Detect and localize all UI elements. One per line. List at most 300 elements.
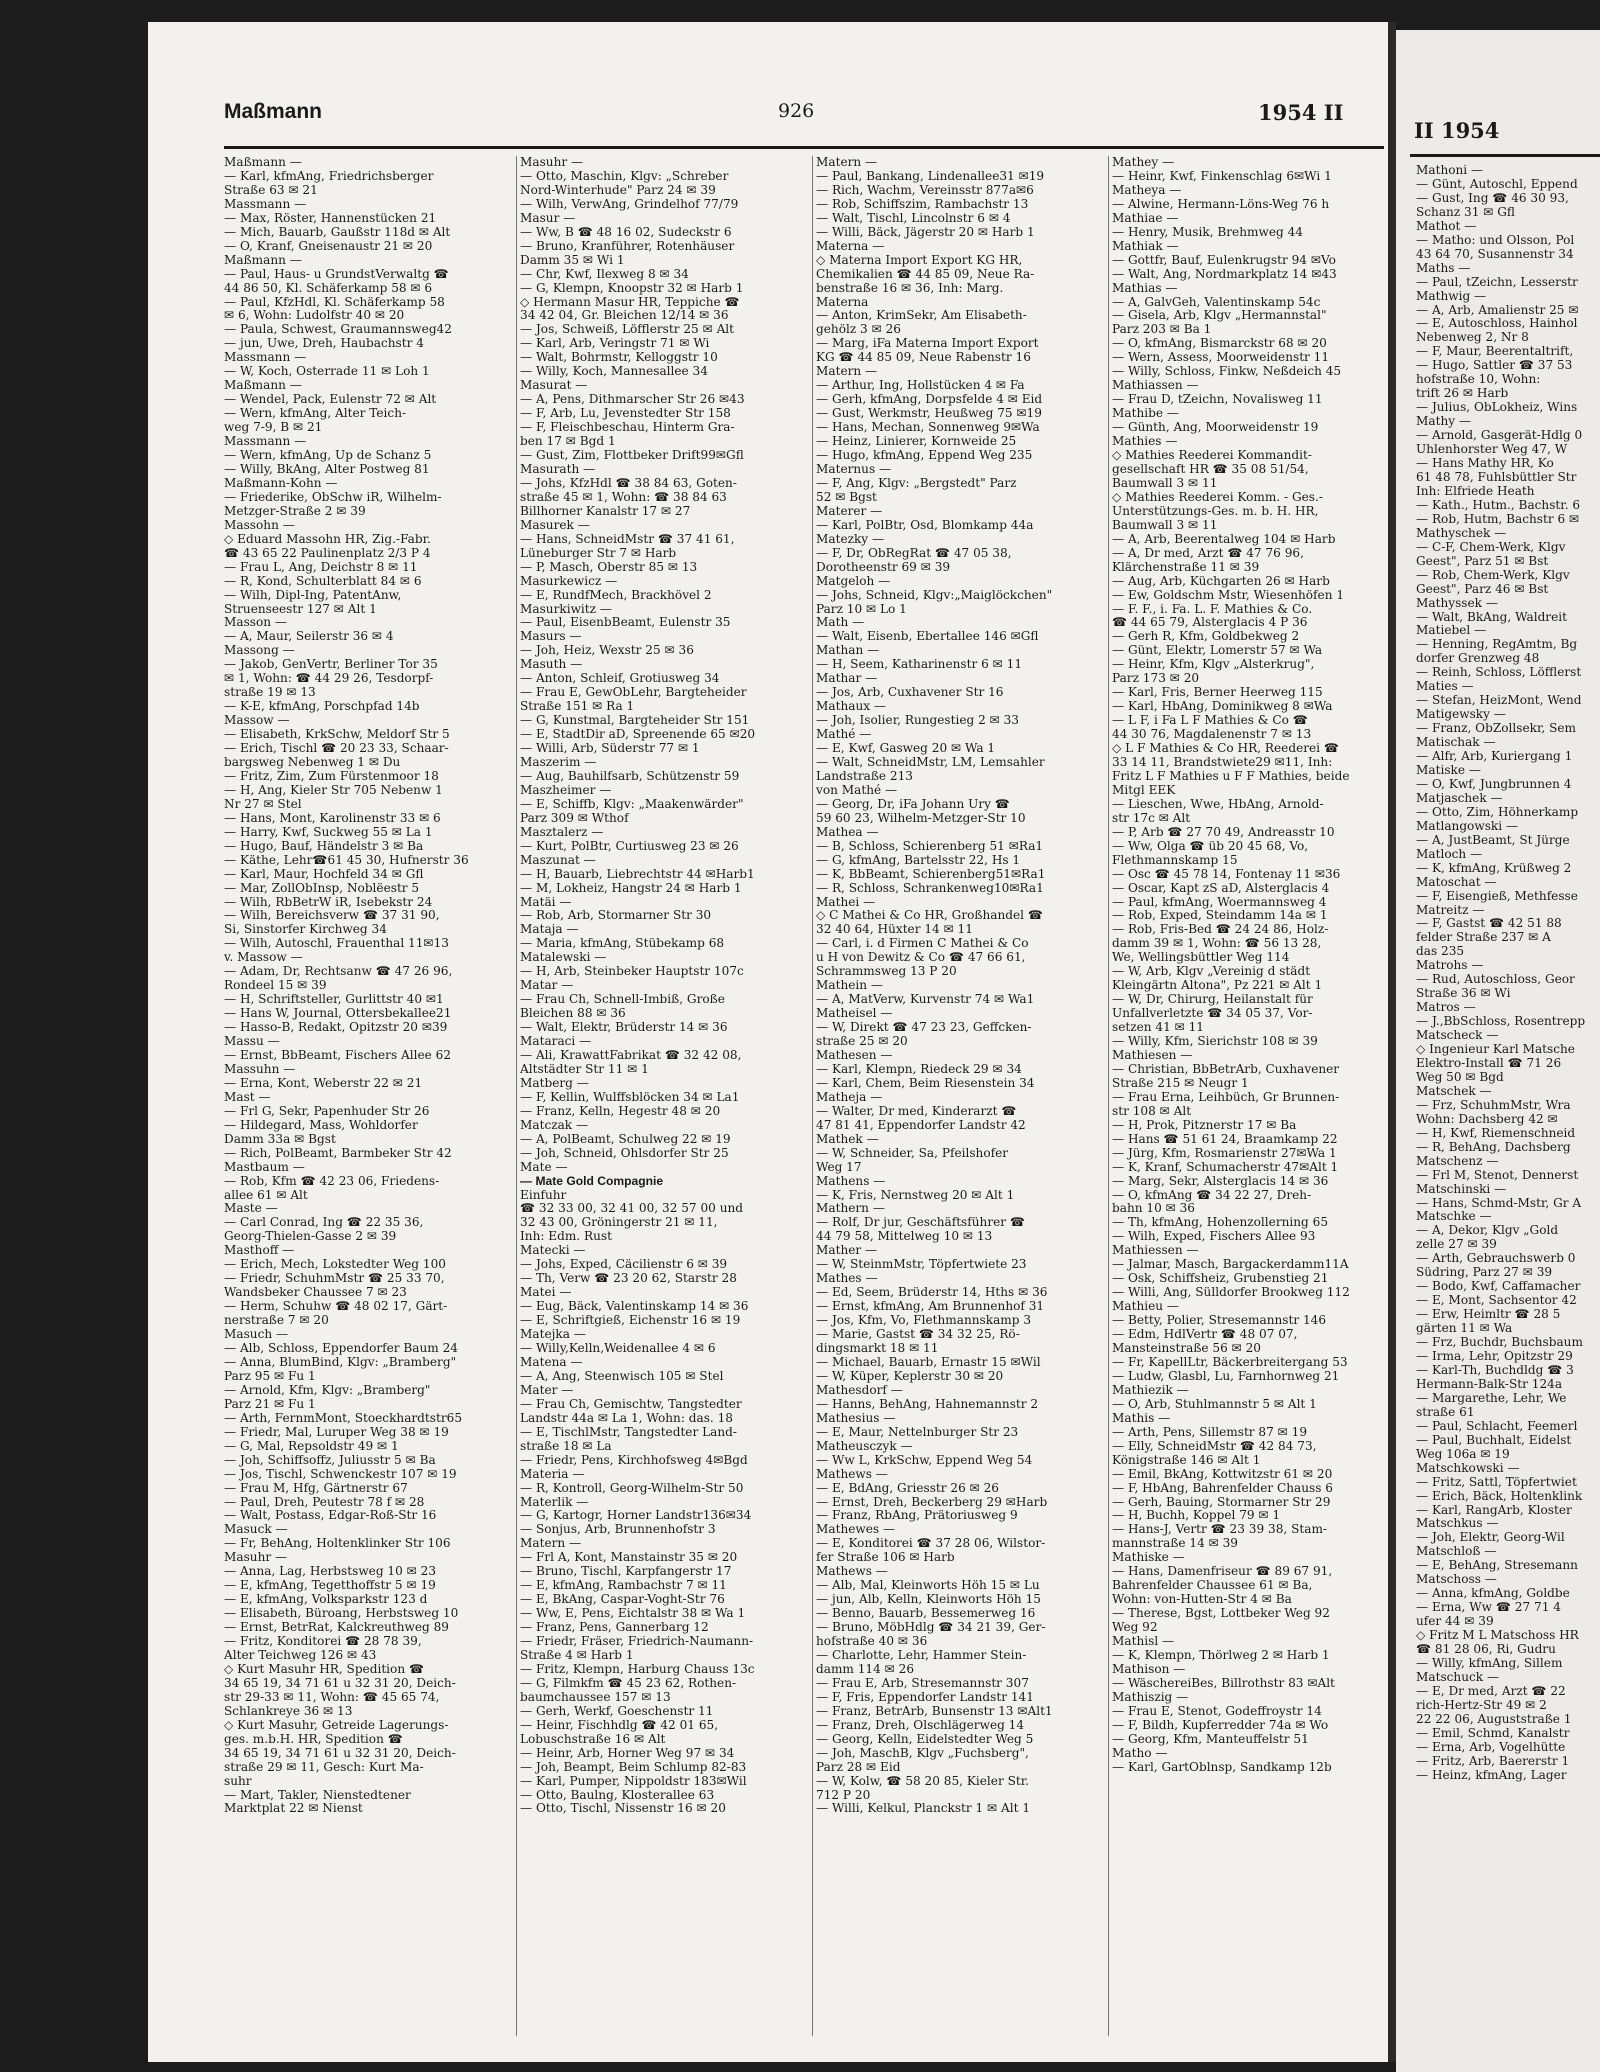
directory-entry-line: — Ww, B ☎ 48 16 02, Sudeckstr 6 [520,225,732,239]
directory-entry-line: Marktplat 22 ✉ Nienst [224,1802,363,1816]
directory-entry-line: — Paul, tZeichn, Lesserstr [1416,274,1578,289]
directory-entry-line: — Rob, Hutm, Bachstr 6 ✉ [1416,511,1580,526]
surname-heading: Mataraci — [520,1035,592,1049]
surname-heading: Mathison — [1112,1662,1186,1676]
directory-entry-line: — Maria, kfmAng, Stübekamp 68 [520,937,725,951]
directory-entry-line: — R, Kontroll, Georg-Wilhelm-Str 50 [520,1481,744,1495]
directory-entry-line: Mansteinstraße 56 ✉ 20 [1112,1342,1261,1356]
directory-entry-line: — Bruno, Tischl, Karpfangerstr 17 [520,1565,732,1579]
directory-entry-line: — Otto, Maschin, Klgv: „Schreber [520,169,729,183]
directory-entry-line: — F, Dr, ObRegRat ☎ 47 05 38, [816,546,1012,560]
directory-entry-line: — Ww, E, Pens, Eichtalstr 38 ✉ Wa 1 [520,1607,746,1621]
directory-entry-line: — E, kfmAng, Rambachstr 7 ✉ 11 [520,1579,727,1593]
directory-entry-line: — F, Ang, Klgv: „Bergstedt" Parz [816,476,1017,490]
directory-entry-line: — A, Arb, Amalienstr 25 ✉ [1416,302,1579,317]
directory-entry-line: Parz 203 ✉ Ba 1 [1112,323,1212,337]
surname-heading: Maßmann — [224,253,302,267]
directory-entry-line: ◇ C Mathei & Co HR, Großhandel ☎ [816,909,1043,923]
directory-entry-line: — Gerh, Werkf, Goeschenstr 11 [520,1704,714,1718]
directory-entry-line: — Wilh, VerwAng, Grindelhof 77/79 [520,197,739,211]
surname-heading: Masuhr — [520,156,584,169]
surname-heading: Mathiessen — [1112,1244,1199,1258]
directory-entry-line: — A, Ang, Steenwisch 105 ✉ Stel [520,1369,724,1383]
directory-entry-line: — Otto, Baulng, Klosterallee 63 [520,1788,715,1802]
directory-entry-line: — Mart, Takler, Nienstedtener [224,1788,411,1802]
directory-entry-line: — Paul, EisenbBeamt, Eulenstr 35 [520,616,731,630]
directory-entry-line: — Ludw, Glasbl, Lu, Farnhornweg 21 [1112,1369,1340,1383]
directory-entry-line: Straße 36 ✉ Wi [1416,986,1511,1001]
surname-heading: Mathesius — [816,1411,896,1425]
directory-entry-line: — Carl Conrad, Ing ☎ 22 35 36, [224,1216,424,1230]
directory-entry-line: — Hans, Schmd-Mstr, Gr A [1416,1195,1582,1210]
facing-page [1396,30,1600,2072]
surname-heading: Mathek — [816,1132,879,1146]
directory-entry-line: — Johs, KfzHdl ☎ 38 84 63, Goten- [520,476,737,490]
surname-heading: Mathy — [1416,414,1472,429]
surname-heading: Matheja — [816,1090,883,1104]
directory-entry-line: — Fritz, Klempn, Harburg Chauss 13c [520,1662,755,1676]
directory-entry-line: 44 30 76, Magdalenenstr 7 ✉ 13 [1112,728,1312,742]
directory-entry-line: Parz 10 ✉ Lo 1 [816,602,907,616]
directory-entry-line: — C-F, Chem-Werk, Klgv [1416,539,1566,554]
directory-entry-line: — Ernst, kfmAng, Am Brunnenhof 31 [816,1300,1045,1314]
directory-entry-line: — Frau D, tZeichn, Novalisweg 11 [1112,393,1323,407]
directory-entry-line: 44 86 50, Kl. Schäferkamp 58 ✉ 6 [224,281,433,295]
surname-heading: Mathan — [816,644,880,658]
surname-heading: Masuhr — [224,1551,288,1565]
facing-page-year: II 1954 [1414,118,1500,143]
directory-entry-line: — A, Arb, Beerentalweg 104 ✉ Harb [1112,532,1336,546]
surname-heading: Mathesen — [816,1049,893,1062]
directory-entry-line: — Bruno, MöbHdlg ☎ 34 21 39, Ger- [816,1621,1046,1635]
directory-entry-line: — H, Arb, Steinbeker Hauptstr 107c [520,965,744,979]
directory-entry-line: ◇ L F Mathies & Co HR, Reederei ☎ [1112,742,1339,756]
surname-heading: Mathewes — [816,1523,896,1537]
directory-entry-line: — Stefan, HeizMont, Wend [1416,693,1582,708]
directory-entry-line: ◇ Ingenieur Karl Matsche [1416,1042,1575,1057]
directory-entry-line: ben 17 ✉ Bgd 1 [520,435,616,449]
surname-heading: Mathesdorf — [816,1383,903,1397]
directory-entry-line: — Friederike, ObSchw iR, Wilhelm- [224,490,442,504]
directory-entry-line: Altstädter Str 11 ✉ 1 [520,1062,649,1076]
directory-entry-line: — Frau E, GewObLehr, Bargteheider [520,686,747,700]
surname-heading: Matgeloh — [816,574,891,588]
directory-entry-line: — Karl, Arb, Veringstr 71 ✉ Wi [520,337,710,351]
directory-entry-line: — Fritz, Konditorei ☎ 28 78 39, [224,1635,422,1649]
directory-entry-line: — Rob, Chem-Werk, Klgv [1416,567,1570,582]
directory-entry-line: — O, Arb, Stuhlmannstr 5 ✉ Alt 1 [1112,1397,1317,1411]
directory-entry-line: — Lieschen, Wwe, HbAng, Arnold- [1112,797,1324,811]
directory-entry-line: — E, Schriftgieß, Eichenstr 16 ✉ 19 [520,1314,741,1328]
directory-entry-line: Straße 151 ✉ Ra 1 [520,700,635,714]
directory-entry-line: — Hans Mathy HR, Ko [1416,456,1554,471]
directory-entry-line: Nord-Winterhude" Parz 24 ✉ 39 [520,183,716,197]
surname-heading: Matern — [816,365,878,379]
directory-entry-line: — Gerh, Bauing, Stormarner Str 29 [1112,1495,1331,1509]
directory-entry-line: ◇ Hermann Masur HR, Teppiche ☎ [520,295,740,309]
directory-entry-line: zelle 27 ✉ 39 [1416,1237,1497,1252]
directory-entry-line: — Elisabeth, Büroang, Herbstsweg 10 [224,1607,459,1621]
surname-heading: Mathies — [1112,435,1178,449]
directory-entry-line: — R, Kond, Schulterblatt 84 ✉ 6 [224,574,422,588]
directory-entry-line: — Georg, Kfm, Manteuffelstr 51 [1112,1732,1309,1746]
directory-entry-line: 34 65 19, 34 71 61 u 32 31 20, Deich- [224,1746,456,1760]
directory-entry-line: — A, JustBeamt, St Jürge [1416,832,1570,847]
surname-heading: Maszheimer — [520,783,612,797]
surname-heading: Materia — [520,1467,585,1481]
directory-entry-line: Hermann-Balk-Str 124a [1416,1376,1563,1391]
directory-entry-line: — Ww L, KrkSchw, Eppend Weg 54 [816,1453,1033,1467]
directory-entry-line: — F, Kellin, Wulffsblöcken 34 ✉ La1 [520,1090,740,1104]
directory-entry-line: — Marie, Gastst ☎ 34 32 25, Rö- [816,1328,1020,1342]
directory-entry-line: — E, BehAng, Stresemann [1416,1558,1578,1573]
directory-entry-line: — G, Mal, Repsoldstr 49 ✉ 1 [224,1439,399,1453]
directory-entry-line: — Paul, kfmAng, Woermannsweg 4 [1112,895,1327,909]
directory-entry-line: — Heinz, kfmAng, Lager [1416,1767,1567,1782]
directory-entry-line: straße 29 ✉ 11, Gesch: Kurt Ma- [224,1760,424,1774]
directory-entry-line: felder Straße 237 ✉ A [1416,930,1551,945]
directory-entry-line: — R, Schloss, Schrankenweg10✉Ra1 [816,881,1044,895]
directory-entry-line: — K, kfmAng, Krüßweg 2 [1416,860,1572,875]
directory-entry-line: nerstraße 7 ✉ 20 [224,1314,329,1328]
directory-entry-line: — Günt, Autoschl, Eppend [1416,176,1578,191]
directory-entry-line: — G, Kunstmal, Bargteheider Str 151 [520,714,750,728]
surname-heading: Massmann — [224,435,307,449]
directory-entry-line: — Willi, Bäck, Jägerstr 20 ✉ Harb 1 [816,225,1035,239]
directory-entry-line: — Alb, Schloss, Eppendorfer Baum 24 [224,1342,458,1356]
directory-entry-line: — Wern, Assess, Moorweidenstr 11 [1112,351,1330,365]
surname-heading: Matejka — [520,1328,586,1342]
surname-heading: Mate — [520,1160,568,1174]
directory-entry-line: ◇ Kurt Masuhr, Getreide Lagerungs- [224,1718,449,1732]
directory-entry-line: Fritz L F Mathies u F F Mathies, beide [1112,769,1350,783]
surname-heading: Masztalerz — [520,825,604,839]
directory-entry-line: — Fritz, Zim, Zum Fürstenmoor 18 [224,769,439,783]
surname-heading: Maßmann — [224,156,302,169]
directory-entry-line: — Frau M, Hfg, Gärtnerstr 67 [224,1481,408,1495]
directory-entry-line: — WäschereiBes, Billrothstr 83 ✉Alt [1112,1676,1335,1690]
directory-entry-line: Struenseestr 127 ✉ Alt 1 [224,602,377,616]
directory-entry-line: hofstraße 40 ✉ 36 [816,1635,928,1649]
directory-entry-line: — K, Kranf, Schumacherstr 47✉Alt 1 [1112,1160,1339,1174]
surname-heading: Masurath — [520,462,596,476]
surname-heading: Masurek — [520,518,590,532]
directory-entry-line: — Oscar, Kapt zS aD, Alsterglacis 4 [1112,881,1330,895]
directory-entry-line: — Frl M, Stenot, Dennerst [1416,1167,1579,1182]
surname-heading: Matar — [520,979,574,993]
directory-entry-line: — Paul, Bankang, Lindenallee31 ✉19 [816,169,1045,183]
directory-entry-line: — E, Kwf, Gasweg 20 ✉ Wa 1 [816,742,996,756]
directory-entry-line: — Kurt, PolBtr, Curtiusweg 23 ✉ 26 [520,839,739,853]
directory-column-3 [816,156,1086,2041]
surname-heading: Matiske — [1416,762,1481,777]
directory-entry-line: — A, Dekor, Klgv „Gold [1416,1223,1559,1238]
directory-entry-line: — Erich, Mech, Lokstedter Weg 100 [224,1258,446,1272]
surname-heading: Mathis — [1112,1411,1171,1425]
directory-entry-line: ◇ Kurt Masuhr HR, Spedition ☎ [224,1662,425,1676]
surname-heading: Mathias — [1112,281,1178,295]
directory-column-2 [520,156,790,2041]
directory-entry-line: — Otto, Zim, Höhnerkamp [1416,804,1579,819]
directory-entry-line: — W, Arb, Klgv „Vereinig d städt [1112,965,1311,979]
directory-entry-line: Weg 106a ✉ 19 [1416,1446,1510,1461]
directory-entry-line: — F, Eisengieß, Methfesse [1416,888,1578,903]
directory-entry-line: — Matho: und Olsson, Pol [1416,232,1575,247]
directory-entry-line: Straße 215 ✉ Neugr 1 [1112,1076,1249,1090]
directory-entry-line: Baumwall 3 ✉ 11 [1112,476,1218,490]
directory-entry-line: — Karl, RangArb, Kloster [1416,1502,1572,1517]
directory-entry-line: — Walt, Bohrmstr, Kelloggstr 10 [520,351,718,365]
surname-heading: Masuth — [520,658,583,672]
directory-entry-line: 34 65 19, 34 71 61 u 32 31 20, Deich- [224,1676,456,1690]
surname-heading: Matern — [520,1537,582,1551]
directory-entry-line: — Heinr, Fischhdlg ☎ 42 01 65, [520,1718,719,1732]
directory-entry-line: Einfuhr [520,1188,567,1202]
surname-heading: Masurat — [520,379,588,393]
surname-heading: Mathieu — [1112,1300,1179,1314]
directory-entry-line: Flethmannskamp 15 [1112,853,1238,867]
directory-entry-line: — Gisela, Arb, Klgv „Hermannstal" [1112,309,1327,323]
directory-entry-line: — Karl, Chem, Beim Riesenstein 34 [816,1076,1035,1090]
directory-entry-line: — W, Schneider, Sa, Pfeilshofer [816,1146,1009,1160]
surname-heading: Mathot — [1416,218,1477,233]
directory-entry-line: — Franz, RbAng, Prätoriusweg 9 [816,1509,1018,1523]
directory-entry-line: — Joh, Schneid, Ohlsdorfer Str 25 [520,1146,729,1160]
directory-entry-line: — Kath., Hutm., Bachstr. 6 [1416,497,1581,512]
directory-entry-line: — Ali, KrawattFabrikat ☎ 32 42 08, [520,1049,742,1062]
directory-entry-line: — W, Direkt ☎ 47 23 23, Geffcken- [816,1021,1032,1035]
directory-entry-line: — Johs, Exped, Cäcilienstr 6 ✉ 39 [520,1258,728,1272]
surname-heading: Maths — [1416,260,1471,275]
surname-heading: Matheusczyk — [816,1439,913,1453]
directory-entry-line: — Hans-J, Vertr ☎ 23 39 38, Stam- [1112,1523,1328,1537]
directory-entry-line: — Jos, Schweiß, Löfflerstr 25 ✉ Alt [520,323,735,337]
directory-entry-line: — Walt, Elektr, Brüderstr 14 ✉ 36 [520,1021,728,1035]
directory-entry-line: — Frz, Buchdr, Buchsbaum [1416,1335,1583,1350]
directory-entry-line: — Hasso-B, Redakt, Opitzstr 20 ✉39 [224,1021,448,1035]
directory-entry-line: — Carl, i. d Firmen C Mathei & Co [816,937,1029,951]
directory-entry-line: — Joh, Heiz, Wexstr 25 ✉ 36 [520,644,694,658]
directory-entry-line: — Frau Ch, Schnell-Imbiß, Große [520,993,725,1007]
directory-entry-line: — Paul, Schlacht, Feemerl [1416,1418,1578,1433]
directory-entry-line: — Paul, Haus- u GrundstVerwaltg ☎ [224,267,449,281]
surname-heading: Mataja — [520,923,579,937]
surname-heading: Mathiak — [1112,239,1179,253]
surname-heading: Mathoni — [1416,164,1484,177]
directory-entry-line: ✉ 6, Wohn: Ludolfstr 40 ✉ 20 [224,309,405,323]
directory-entry-line: 34 42 04, Gr. Bleichen 12/14 ✉ 36 [520,309,729,323]
directory-entry-line: — Rob, Schiffszim, Rambachstr 13 [816,197,1029,211]
directory-entry-line: Elektro-Install ☎ 71 26 [1416,1056,1562,1070]
directory-entry-line: Unfallverletzte ☎ 34 05 37, Vor- [1112,1007,1313,1021]
directory-entry-line: — Arnold, Kfm, Klgv: „Bramberg" [224,1383,431,1397]
directory-entry-line: — Anton, KrimSekr, Am Elisabeth- [816,309,1027,323]
directory-entry-line: Materna [816,295,869,309]
page-number: 926 [778,100,815,122]
directory-entry-line: — Friedr, SchuhmMstr ☎ 25 33 70, [224,1272,445,1286]
directory-entry-line: — Ed, Seem, Brüderstr 14, Hths ✉ 36 [816,1286,1048,1300]
directory-entry-line: — Heinr, Kwf, Finkenschlag 6✉Wi 1 [1112,169,1332,183]
directory-entry-line: straße 19 ✉ 13 [224,686,316,700]
surname-heading: Matischak — [1416,735,1496,750]
directory-entry-line: Wohn: von-Hutten-Str 4 ✉ Ba [1112,1593,1292,1607]
directory-entry-line: — Willi, Kelkul, Planckstr 1 ✉ Alt 1 [816,1802,1031,1816]
surname-heading: Matschuck — [1416,1669,1500,1684]
directory-entry-line: Si, Sinstorfer Kirchweg 34 [224,923,387,937]
directory-entry-line: — Gerh R, Kfm, Goldbekweg 2 [1112,630,1300,644]
surname-heading: Matloch — [1416,846,1483,861]
directory-entry-line: rich-Hertz-Str 49 ✉ 2 [1416,1697,1547,1712]
directory-entry-line: — Rud, Autoschloss, Geor [1416,972,1575,987]
directory-entry-line: — Frl A, Kont, Manstainstr 35 ✉ 20 [520,1551,738,1565]
directory-entry-line: — Aug, Arb, Küchgarten 26 ✉ Harb [1112,574,1330,588]
directory-entry-line: dingsmarkt 18 ✉ 11 [816,1342,939,1356]
directory-entry-line: — Rolf, Dr jur, Geschäftsführer ☎ [816,1216,1025,1230]
directory-entry-line: Nebenweg 2, Nr 8 [1416,330,1529,345]
directory-entry-line: — Rob, Kfm ☎ 42 23 06, Friedens- [224,1174,440,1188]
column-divider [812,156,813,2036]
directory-entry-line: — E, Maur, Nettelnburger Str 23 [816,1425,1019,1439]
surname-heading: Matschke — [1416,1209,1492,1224]
directory-entry-line: — Anna, BlumBind, Klgv: „Bramberg" [224,1355,457,1369]
directory-entry-line: Parz 28 ✉ Eid [816,1760,901,1774]
directory-entry-line: — Joh, Schiffsoffz, Juliusstr 5 ✉ Ba [224,1453,436,1467]
directory-entry-line: gesellschaft HR ☎ 35 08 51/54, [1112,462,1309,476]
directory-entry-line: — Frau E, Stenot, Godeffroystr 14 [1112,1704,1322,1718]
directory-entry-line: 52 ✉ Bgst [816,490,877,504]
directory-entry-line: — Günt, Elektr, Lomerstr 57 ✉ Wa [1112,644,1323,658]
directory-entry-line: 712 P 20 [816,1788,871,1802]
surname-heading: Mathein — [816,979,883,993]
surname-heading: Massu — [224,1035,280,1049]
directory-entry-line: — Jürg, Kfm, Rosmarienstr 27✉Wa 1 [1112,1146,1337,1160]
directory-entry-line: 32 40 64, Hüxter 14 ✉ 11 [816,923,973,937]
directory-entry-line: — O, kfmAng, Bismarckstr 68 ✉ 20 [1112,337,1327,351]
surname-heading: Massong — [224,644,295,658]
directory-entry-line: — Emil, Schmd, Kanalstr [1416,1725,1570,1740]
directory-entry-line: ◇ Fritz M L Matschoss HR [1416,1628,1579,1643]
surname-heading: Masson — [224,616,288,630]
column-divider [516,156,517,2036]
directory-entry-line: Parz 21 ✉ Fu 1 [224,1397,316,1411]
directory-entry-line: Weg 50 ✉ Bgd [1416,1069,1504,1084]
directory-entry-line: — Joh, MaschB, Klgv „Fuchsberg", [816,1746,1029,1760]
directory-entry-line: ✉ 1, Wohn: ☎ 44 29 26, Tesdorpf- [224,672,434,686]
surname-heading: Materna — [816,239,885,253]
surname-heading: Matäi — [520,895,572,909]
directory-entry-line: Dorotheenstr 69 ✉ 39 [816,560,951,574]
directory-entry-line: — Willy,Kelln,Weidenallee 4 ✉ 6 [520,1342,716,1356]
directory-entry-line: — E, BkAng, Caspar-Voght-Str 76 [520,1593,725,1607]
directory-entry-line: — Rob, Fris-Bed ☎ 24 24 86, Holz- [1112,923,1329,937]
surname-heading: Matschloß — [1416,1544,1497,1559]
directory-entry-line: — F, Fris, Eppendorfer Landstr 141 [816,1690,1034,1704]
surname-heading: Mathyschek — [1416,525,1507,540]
directory-entry-line: — Aug, Bauhilfsarb, Schützenstr 59 [520,769,740,783]
directory-entry-line: Parz 309 ✉ Wthof [520,811,629,825]
directory-entry-line: Schanz 31 ✉ Gfl [1416,204,1515,219]
directory-entry-line: allee 61 ✉ Alt [224,1188,308,1202]
directory-entry-line: — E, Dr med, Arzt ☎ 22 [1416,1683,1566,1698]
directory-entry-line: — H, Buchh, Koppel 79 ✉ 1 [1112,1509,1281,1523]
directory-entry-line: — P, Masch, Oberstr 85 ✉ 13 [520,560,698,574]
directory-entry-line: Billhorner Kanalstr 17 ✉ 27 [520,504,691,518]
surname-heading: Matschoss — [1416,1572,1497,1587]
directory-entry-line: gehölz 3 ✉ 26 [816,323,901,337]
column-divider [1108,156,1109,2036]
directory-entry-line: — Henry, Musik, Brehmweg 44 [1112,225,1303,239]
directory-entry-line: — Margarethe, Lehr, We [1416,1390,1567,1405]
directory-entry-line: — Jos, Kfm, Vo, Flethmannskamp 3 [816,1314,1032,1328]
surname-heading: Matros — [1416,1000,1476,1015]
directory-entry-line: — Heinz, Linierer, Kornweide 25 [816,435,1017,449]
directory-entry-line: — Otto, Tischl, Nissenstr 16 ✉ 20 [520,1802,726,1816]
directory-entry-line: — Therese, Bgst, Lottbeker Weg 92 [1112,1607,1330,1621]
directory-entry-line: — Rich, PolBeamt, Barmbeker Str 42 [224,1146,452,1160]
directory-entry-line: — Frau Erna, Leihbüch, Gr Brunnen- [1112,1090,1340,1104]
directory-entry-line: — Frau E, Arb, Stresemannstr 307 [816,1676,1029,1690]
surname-heading: Matheisel — [816,1007,893,1021]
directory-entry-line: — Joh, Elektr, Georg-Wil [1416,1530,1565,1545]
surname-heading: von Mathé — [816,783,898,797]
directory-entry-line: — Erna, Kont, Weberstr 22 ✉ 21 [224,1076,423,1090]
directory-entry-line: — Hans, Damenfriseur ☎ 89 67 91, [1112,1565,1333,1579]
directory-entry-line: — G, Kartogr, Horner Landstr136✉34 [520,1509,752,1523]
directory-entry-line: — G, Filmkfm ☎ 45 23 62, Rothen- [520,1676,737,1690]
directory-entry-line: — Ernst, BbBeamt, Fischers Allee 62 [224,1049,452,1062]
surname-heading: Matczak — [520,1118,589,1132]
directory-entry-line: — Ww, Olga ☎ üb 20 45 68, Vo, [1112,839,1309,853]
surname-heading: Matrohs — [1416,958,1484,973]
directory-entry-line: — A, Dr med, Arzt ☎ 47 76 96, [1112,546,1304,560]
directory-entry-line: Damm 35 ✉ Wi 1 [520,253,625,267]
directory-entry-line: — O, Kranf, Gneisenaustr 21 ✉ 20 [224,239,433,253]
directory-entry-line: — Wendel, Pack, Eulenstr 72 ✉ Alt [224,393,437,407]
surname-heading: Matho — [1112,1746,1168,1760]
directory-entry-line: — Arth, FernmMont, Stoeckhardtstr65 [224,1411,463,1425]
header-rule [224,146,1384,149]
surname-heading: Mathern — [816,1202,885,1216]
directory-entry-line: — Marg, Sekr, Alsterglacis 14 ✉ 36 [1112,1174,1329,1188]
directory-entry-line: Inh: Elfriede Heath [1416,483,1535,498]
surname-heading: Mathiezik — [1112,1383,1189,1397]
directory-entry-line: — jun, Uwe, Dreh, Haubachstr 4 [224,337,424,351]
directory-entry-line: weg 7-9, B ✉ 21 [224,421,323,435]
directory-entry-line: — Hans, SchneidMstr ☎ 37 41 61, [520,532,735,546]
directory-entry-line: — Walter, Dr med, Kinderarzt ☎ [816,1104,1017,1118]
surname-heading: Matscheck — [1416,1028,1499,1043]
directory-entry-line: Geest", Parz 46 ✉ Bst [1416,581,1549,596]
directory-entry-line: — W, SteinmMstr, Töpfertwiete 23 [816,1258,1027,1272]
surname-heading: Mathwig — [1416,288,1487,303]
directory-entry-line: Bahrenfelder Chaussee 61 ✉ Ba, [1112,1579,1313,1593]
directory-entry-line: — Reinh, Schloss, Löfflerst [1416,665,1582,680]
directory-entry-line: Alter Teichweg 126 ✉ 43 [224,1648,377,1662]
surname-heading: Matern — [816,156,878,169]
directory-entry-line: — Fr, KapellLtr, Bäckerbreitergang 53 [1112,1355,1348,1369]
surname-heading: Matjaschek — [1416,790,1503,805]
directory-entry-line: — Hans, Mechan, Sonnenweg 9✉Wa [816,421,1040,435]
directory-entry-line: — Hans, Mont, Karolinenstr 33 ✉ 6 [224,811,441,825]
directory-entry-line: gärten 11 ✉ Wa [1416,1321,1513,1336]
directory-entry-line: das 235 [1416,944,1465,959]
directory-entry-line: — Wern, kfmAng, Up de Schanz 5 [224,449,432,463]
directory-entry-line: — E, TischlMstr, Tangstedter Land- [520,1425,737,1439]
directory-entry-line: — Mar, ZollObInsp, Noblëestr 5 [224,881,420,895]
surname-heading: Matlangowski — [1416,818,1519,833]
directory-entry-line: — Walt, SchneidMstr, LM, Lemsahler [816,755,1045,769]
directory-entry-line: — Paul, KfzHdl, Kl. Schäferkamp 58 [224,295,445,309]
